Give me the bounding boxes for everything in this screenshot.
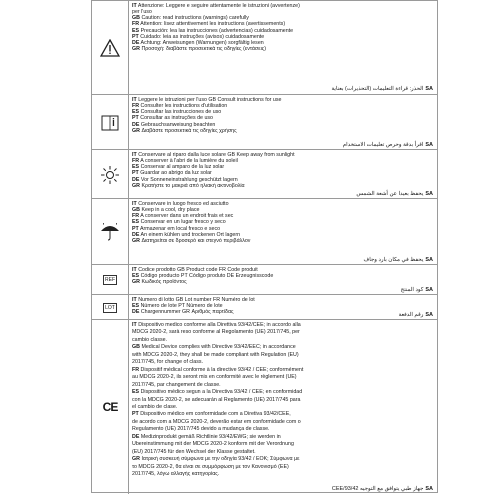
- arabic-line: الحذر: قراءة التعليمات (التحذيرات) بعناية SA: [331, 86, 433, 92]
- warning-cell: [92, 1, 129, 94]
- ce-text: IT Dispositivo medico conforme alla Direttiva 93/42/CEE; in accordo alla MDCG 2020-2, sarà reso conforme al Regolamento (UE) 2017/745, per cambio classe. GB Medical Device complies with Directive 93/42/EEC; in accordance with MDCG 2020-2, they shall be made compliant with Regulation (EU) 2017/745, for change of class. FR Dispositif médical conforme à la directive 93/42 / CEE; conformément au MDCG 2020-2, ils seront mis en conformité avec le règlement (UE) 2017/745, par changement de classe. ES Dispositivo médico segun a la Directiva 93/42 / CEE; en conformidad con la MDCG 2020-2, se adecuarán al Reglamento (UE) 2017/745 para el cambio de clase. PT Dispositivo médico em conformidade com a Diretiva 93/42/CEE, de acordo com a MDCG 2020-2, deverão estar em conformidade com o Regulamento (UE) 2017/745 devido a mudança de classe. DE Medizinprodukt gemäß Richtlinie 93/42/EWG; sie werden in Übereinstimmung mit der MDCG 2020-2 konform mit der Verordnung (EU) 2017/745 für den Wechsel der Klasse gestaltet. GR Ιατρική συσκευή σύμφωνα με την οδηγία 93/42 / ΕΟΚ; Σύμφωνα με το MDCG 2020-2, θα είναι σε συμμόρφωση με τον Κανονισμό (ΕΕ) 2017/745, λόγω αλλαγής κατηγορίας.: [132, 322, 304, 478]
- ref-text: IT Codice prodotto GB Product code FR Code produit ES Código producto PT Código produto DE Erzeugnisscode GR Κωδικός προϊόντος: [132, 267, 274, 286]
- lot-cell: [92, 295, 129, 320]
- arabic-line: جهاز طبي يتوافق مع التوجيه 93/42/CEE SA: [331, 486, 433, 492]
- arabic-line: اقرأ بدقة وحرص تعليمات الاستخدام SA: [342, 142, 433, 148]
- sunlight-cell: [92, 150, 129, 199]
- row-ref: [92, 264, 437, 295]
- arabic-line: يحفظ بعيدا عن أشعة الشمس SA: [356, 191, 433, 197]
- keep-dry-umbrella-icon: [100, 223, 120, 241]
- ce-mark: CE: [102, 400, 118, 414]
- warning-triangle-icon: [100, 39, 120, 57]
- sunlight-text: IT Conservare al riparo dalla luce solare GB Keep away from sunlight FR A conserver à l'abri de la lumière du soleil ES Conservar al amparo de la luz solar PT Guardar ao abrigo da luz solar DE Vor Sonneneinstrahlung geschützt lagern GR Κρατήστε το μακριά από ηλιακή ακτινοβολία: [132, 152, 295, 189]
- warning-text: IT Attenzione: Leggere e seguire attentamente le istruzioni (avvertenze) per l'uso GB Caution: read instructions (warnings) carefully FR Attention: lisez attentivement les instructions (avertissements) ES Precaución: lea las instrucciones (advertencias) cuidadosamente PT Cuidado: leia as instruções (avisos) cuidadosamente DE Achtung: Anweisungen (Warnungen) sorgfältig lesen GR Προσοχή: διαβάστε προσεκτικά τις οδηγίες (εντάσεις): [132, 3, 300, 53]
- arabic-line: رقم الدفعة SA: [398, 312, 433, 318]
- keep-dry-cell: [92, 199, 129, 265]
- symbol-legend-table: [91, 0, 438, 493]
- lot-text: IT Numero di lotto GB Lot number FR Numéro de lot ES Número de lote PT Número de lote DE Chargennummer GR Αριθμός παρτίδας: [132, 297, 255, 316]
- keep-dry-text: IT Conservare in luogo fresco ed asciutto GB Keep in a cool, dry place FR A conserver dans un endroit frais et sec ES Conservar en un lugar fresco y seco PT Armazenar em local fresco e seco DE An einem kühlen und trockenen Ort lagern GR Διατηρείται σε δροσερό και στεγνό περιβάλλον: [132, 201, 251, 244]
- row-ce: [92, 319, 437, 494]
- ref-symbol: REF: [105, 277, 115, 283]
- row-keep-dry: [92, 198, 437, 265]
- row-instructions: [92, 94, 437, 150]
- arabic-line: يحفظ في مكان بارد وجاف SA: [363, 257, 433, 263]
- keep-away-from-sunlight-icon: [100, 165, 120, 185]
- instructions-text: IT Leggere le istruzioni per l'uso GB Consult instructions for use FR Consulter les instructions d'utilisation ES Consultar las instrucciones de uso PT Consultar as instruções de uso DE Gebrauchsanweisung beachten GR Διαβάστε προσεκτικά τις οδηγίες χρήσης: [132, 97, 282, 134]
- row-warning: [92, 1, 437, 94]
- row-sunlight: [92, 149, 437, 199]
- instructions-cell: [92, 95, 129, 150]
- ref-cell: [92, 265, 129, 295]
- info-book-icon: [101, 115, 119, 131]
- lot-symbol: LOT: [105, 304, 115, 311]
- row-lot: [92, 294, 437, 320]
- arabic-line: كود المنتج SA: [400, 287, 433, 293]
- ce-cell: [92, 320, 129, 494]
